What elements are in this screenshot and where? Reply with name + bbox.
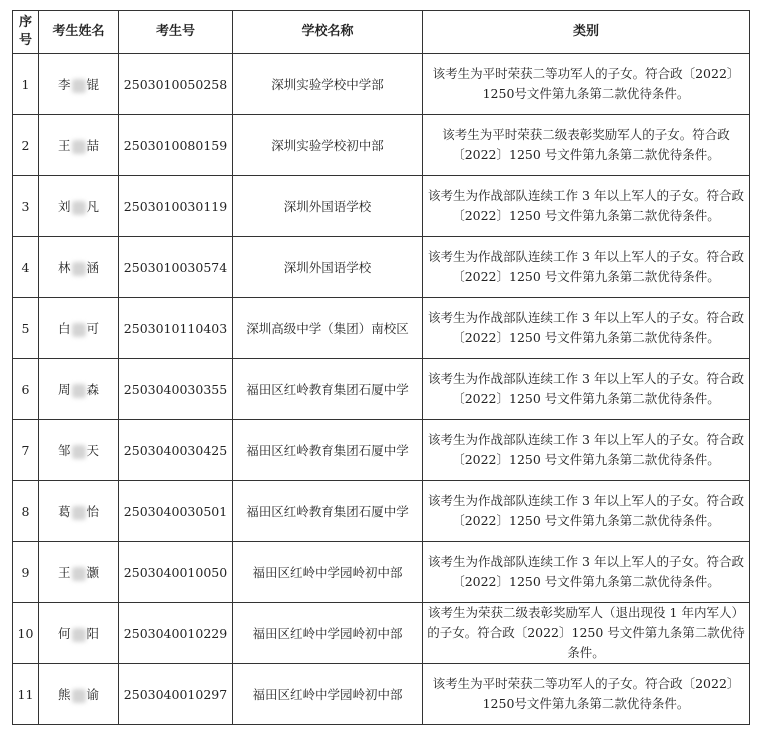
cell-school: 深圳实验学校初中部	[233, 115, 423, 176]
cell-name	[39, 237, 119, 298]
name-last: 天	[86, 443, 100, 458]
cell-name	[39, 359, 119, 420]
table-row	[13, 359, 750, 420]
cell-exam-no: 2503010030574	[119, 237, 233, 298]
name-first: 李	[57, 77, 71, 92]
cell-name	[39, 54, 119, 115]
cell-category: 该考生为平时荣获二等功军人的子女。符合政〔2022〕1250号文件第九条第二款优待条件。	[423, 54, 750, 115]
name-last: 森	[86, 382, 100, 397]
cell-school: 深圳高级中学（集团）南校区	[233, 298, 423, 359]
cell-seq: 6	[13, 359, 39, 420]
cell-exam-no: 2503010050258	[119, 54, 233, 115]
table-row	[13, 603, 750, 664]
name-last: 喆	[86, 138, 100, 153]
name-last: 锟	[86, 77, 100, 92]
name-first: 周	[57, 382, 71, 397]
table-row	[13, 54, 750, 115]
cell-seq: 11	[13, 664, 39, 725]
header-row	[13, 11, 750, 54]
cell-seq: 9	[13, 542, 39, 603]
cell-school: 福田区红岭教育集团石厦中学	[233, 420, 423, 481]
header-school: 学校名称	[233, 11, 423, 54]
redacted-blur	[72, 384, 86, 398]
cell-exam-no: 2503040030501	[119, 481, 233, 542]
cell-exam-no: 2503040010050	[119, 542, 233, 603]
cell-name	[39, 420, 119, 481]
cell-name	[39, 481, 119, 542]
redacted-blur	[72, 628, 86, 642]
cell-name	[39, 115, 119, 176]
table-row	[13, 542, 750, 603]
name-last: 可	[86, 321, 100, 336]
redacted-blur	[72, 140, 86, 154]
cell-category: 该考生为作战部队连续工作 3 年以上军人的子女。符合政〔2022〕1250 号文件第九条第二款优待条件。	[423, 420, 750, 481]
cell-school: 深圳实验学校中学部	[233, 54, 423, 115]
table-row	[13, 420, 750, 481]
name-first: 熊	[57, 687, 71, 702]
cell-school: 福田区红岭教育集团石厦中学	[233, 481, 423, 542]
name-first: 王	[57, 138, 71, 153]
table-row	[13, 664, 750, 725]
cell-name	[39, 664, 119, 725]
cell-school: 福田区红岭教育集团石厦中学	[233, 359, 423, 420]
name-first: 王	[57, 565, 71, 580]
cell-category: 该考生为作战部队连续工作 3 年以上军人的子女。符合政〔2022〕1250 号文件第九条第二款优待条件。	[423, 542, 750, 603]
table-row	[13, 481, 750, 542]
cell-category: 该考生为平时荣获二等功军人的子女。符合政〔2022〕1250号文件第九条第二款优待条件。	[423, 664, 750, 725]
redacted-blur	[72, 201, 86, 215]
cell-category: 该考生为作战部队连续工作 3 年以上军人的子女。符合政〔2022〕1250 号文件第九条第二款优待条件。	[423, 481, 750, 542]
name-last: 谕	[86, 687, 100, 702]
name-first: 白	[57, 321, 71, 336]
cell-seq: 1	[13, 54, 39, 115]
cell-exam-no: 2503010080159	[119, 115, 233, 176]
cell-name	[39, 298, 119, 359]
table-row	[13, 298, 750, 359]
cell-exam-no: 2503040030425	[119, 420, 233, 481]
name-first: 林	[57, 260, 71, 275]
redacted-blur	[72, 689, 86, 703]
cell-exam-no: 2503040010229	[119, 603, 233, 664]
cell-category: 该考生为作战部队连续工作 3 年以上军人的子女。符合政〔2022〕1250 号文件第九条第二款优待条件。	[423, 298, 750, 359]
cell-exam-no: 2503040010297	[119, 664, 233, 725]
cell-school: 福田区红岭中学园岭初中部	[233, 542, 423, 603]
name-last: 凡	[86, 199, 100, 214]
table-row	[13, 176, 750, 237]
name-first: 刘	[57, 199, 71, 214]
cell-category: 该考生为作战部队连续工作 3 年以上军人的子女。符合政〔2022〕1250 号文件第九条第二款优待条件。	[423, 176, 750, 237]
cell-category: 该考生为平时荣获二级表彰奖励军人的子女。符合政〔2022〕1250 号文件第九条第二款优待条件。	[423, 115, 750, 176]
table-body	[13, 54, 750, 725]
redacted-blur	[72, 506, 86, 520]
cell-seq: 7	[13, 420, 39, 481]
name-first: 何	[57, 626, 71, 641]
name-last: 灏	[86, 565, 100, 580]
name-last: 怡	[86, 504, 100, 519]
cell-seq: 3	[13, 176, 39, 237]
name-last: 涵	[86, 260, 100, 275]
redacted-blur	[72, 323, 86, 337]
cell-seq: 5	[13, 298, 39, 359]
name-first: 邹	[57, 443, 71, 458]
cell-exam-no: 2503010030119	[119, 176, 233, 237]
cell-category: 该考生为作战部队连续工作 3 年以上军人的子女。符合政〔2022〕1250 号文件第九条第二款优待条件。	[423, 237, 750, 298]
cell-name	[39, 542, 119, 603]
cell-seq: 8	[13, 481, 39, 542]
header-category: 类别	[423, 11, 750, 54]
cell-seq: 4	[13, 237, 39, 298]
redacted-blur	[72, 262, 86, 276]
cell-seq: 10	[13, 603, 39, 664]
candidate-table	[12, 10, 750, 725]
header-name: 考生姓名	[39, 11, 119, 54]
table-row	[13, 115, 750, 176]
name-first: 葛	[57, 504, 71, 519]
cell-school: 福田区红岭中学园岭初中部	[233, 664, 423, 725]
cell-name	[39, 176, 119, 237]
header-exam-no: 考生号	[119, 11, 233, 54]
cell-category: 该考生为作战部队连续工作 3 年以上军人的子女。符合政〔2022〕1250 号文件第九条第二款优待条件。	[423, 359, 750, 420]
redacted-blur	[72, 567, 86, 581]
header-seq: 序号	[13, 11, 39, 54]
cell-exam-no: 2503040030355	[119, 359, 233, 420]
cell-school: 深圳外国语学校	[233, 176, 423, 237]
cell-seq: 2	[13, 115, 39, 176]
name-last: 阳	[86, 626, 100, 641]
cell-category: 该考生为荣获二级表彰奖励军人（退出现役 1 年内军人）的子女。符合政〔2022〕1250 号文件第九条第二款优待条件。	[423, 603, 750, 664]
table-row	[13, 237, 750, 298]
redacted-blur	[72, 79, 86, 93]
cell-school: 深圳外国语学校	[233, 237, 423, 298]
redacted-blur	[72, 445, 86, 459]
cell-exam-no: 2503010110403	[119, 298, 233, 359]
cell-school: 福田区红岭中学园岭初中部	[233, 603, 423, 664]
cell-name	[39, 603, 119, 664]
